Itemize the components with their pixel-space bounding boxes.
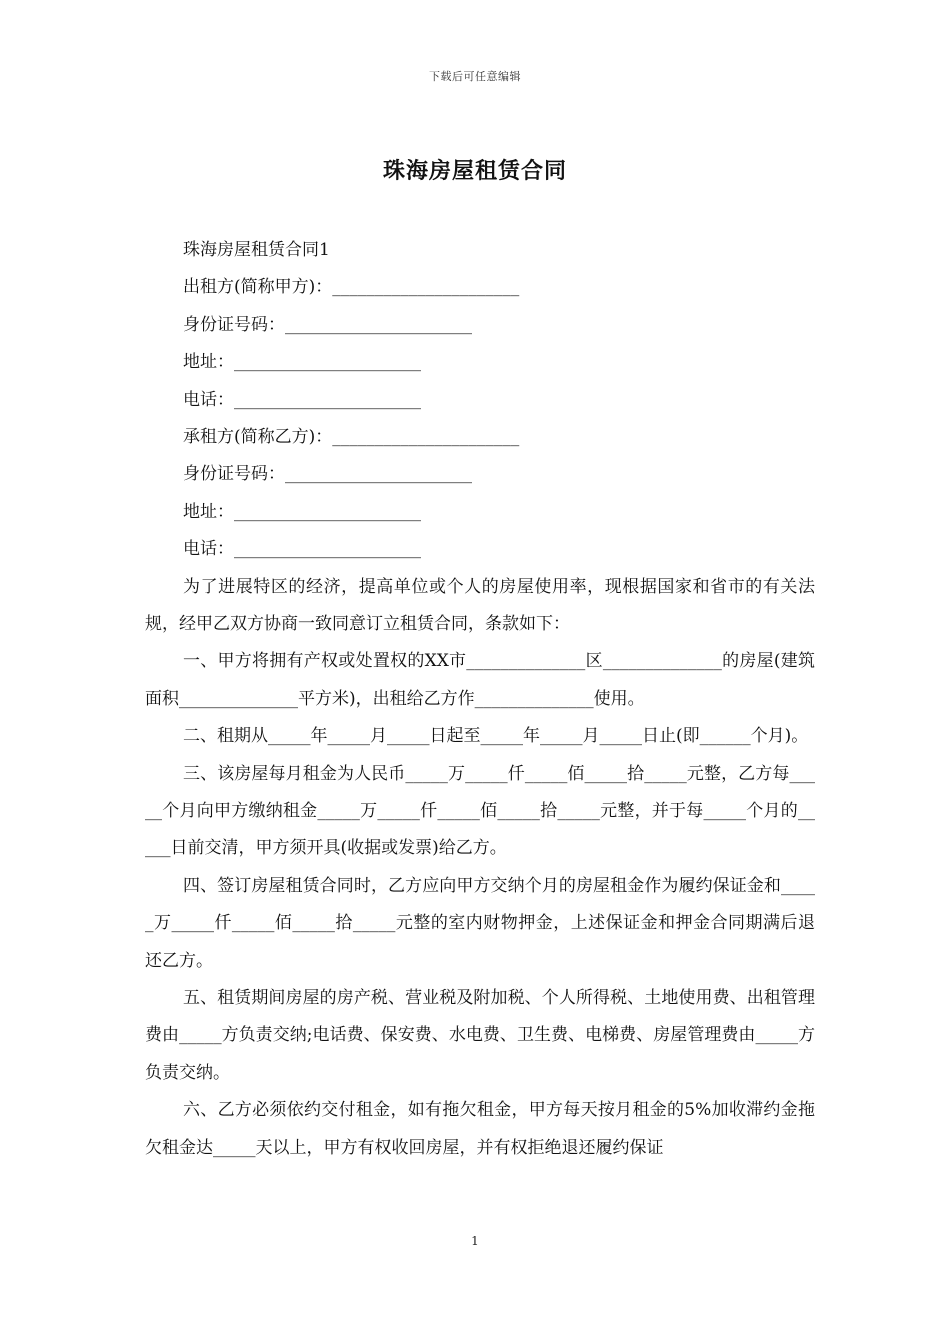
lessee-id-field: 身份证号码：______________________ (183, 464, 472, 485)
clause-2-paragraph: 二、租期从_____年_____月_____日起至_____年_____月_____日止(即______个月)。 (183, 726, 809, 747)
document-body (145, 232, 815, 1167)
page-number: 1 (471, 1234, 479, 1248)
preamble-paragraph: 为了进展特区的经济，提高单位或个人的房屋使用率，现根据国家和省市的有关法规，经甲乙双方协商一致同意订立租赁合同，条款如下： (145, 576, 815, 634)
clause-1-paragraph: 一、甲方将拥有产权或处置权的XX市______________区______________的房屋(建筑面积______________平方米)，出租给乙方作______________使用。 (145, 651, 815, 709)
header-note: 下载后可任意编辑 (429, 70, 521, 83)
clause-5-paragraph: 五、租赁期间房屋的房产税、营业税及附加税、个人所得税、土地使用费、出租管理费由_____方负责交纳;电话费、保安费、水电费、卫生费、电梯费、房屋管理费由_____方负责交纳。 (145, 987, 815, 1083)
subtitle-line: 珠海房屋租赁合同1 (183, 240, 330, 260)
lessor-phone-field: 电话：______________________ (183, 389, 421, 410)
lessee-name-field: 承租方(简称乙方)：______________________ (183, 426, 520, 447)
lessor-address-field: 地址：______________________ (183, 352, 421, 373)
lessee-address-field: 地址：______________________ (183, 501, 421, 522)
clause-4-paragraph: 四、签订房屋租赁合同时，乙方应向甲方交纳个月的房屋租金作为履约保证金和_____万_____仟_____佰_____拾_____元整的室内财物押金，上述保证金和押金合同期满后退还乙方。 (145, 875, 815, 971)
document-title: 珠海房屋租赁合同 (382, 158, 567, 184)
clause-6-paragraph: 六、乙方必须依约交付租金，如有拖欠租金，甲方每天按月租金的5%加收滞约金拖欠租金达_____天以上，甲方有权收回房屋，并有权拒绝退还履约保证 (145, 1100, 815, 1158)
clause-3-paragraph: 三、该房屋每月租金为人民币_____万_____仟_____佰_____拾_____元整，乙方每_____个月向甲方缴纳租金_____万_____仟_____佰_____拾_____元整，并于每_____个月的_____日前交清，甲方须开具(收据或发票)给乙方。 (145, 763, 815, 859)
lessor-name-field: 出租方(简称甲方)：______________________ (183, 277, 520, 298)
lessee-phone-field: 电话：______________________ (183, 539, 421, 560)
lessor-id-field: 身份证号码：______________________ (183, 314, 472, 335)
